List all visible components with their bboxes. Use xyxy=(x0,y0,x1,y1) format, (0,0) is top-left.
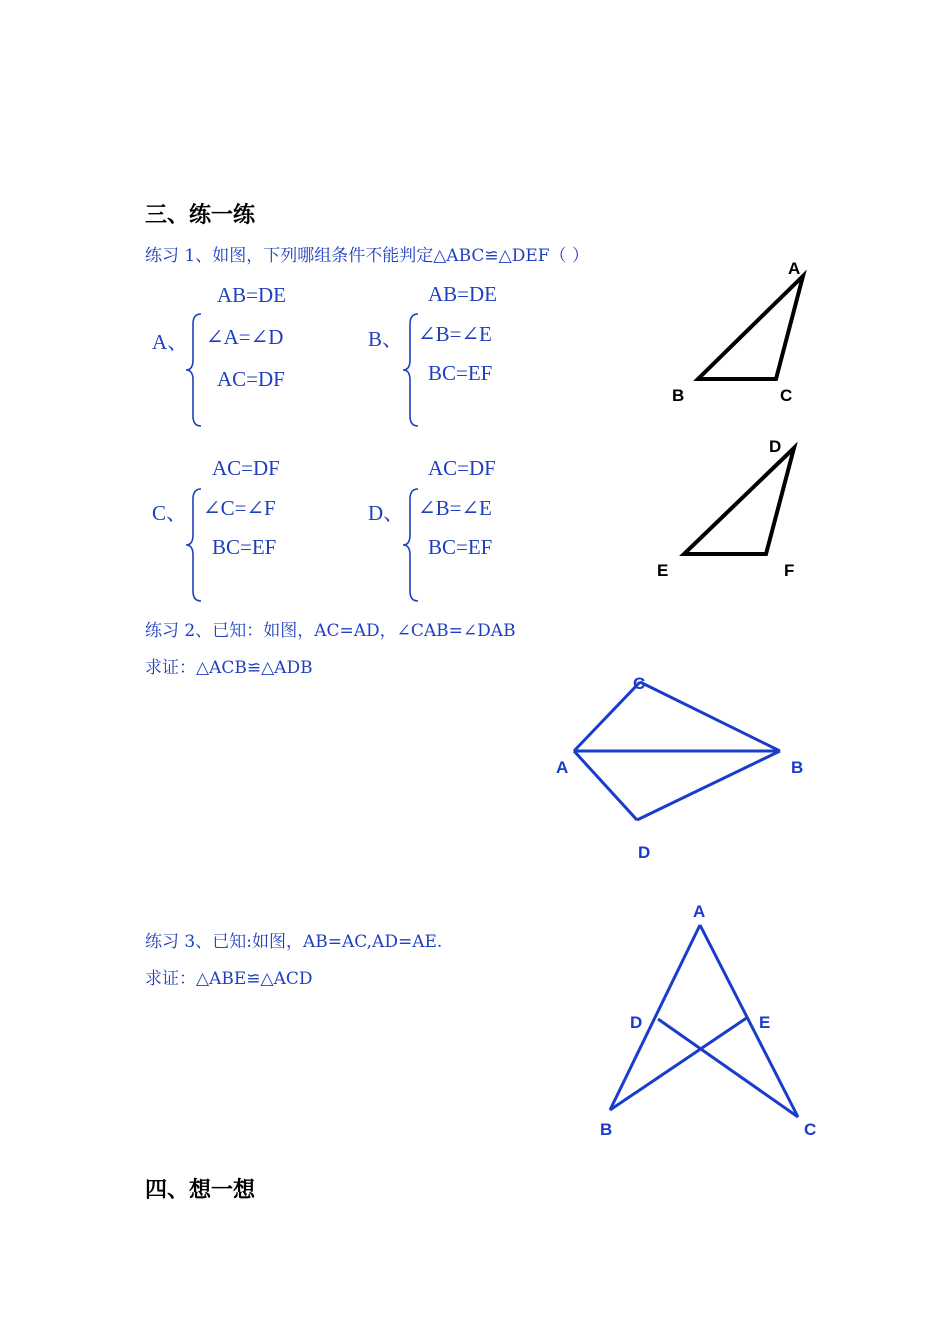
segment-db xyxy=(637,751,780,820)
exercise-2-given: 练习 2、已知：如图，AC=AD，∠CAB=∠DAB xyxy=(145,621,516,641)
segment-ab xyxy=(610,925,700,1110)
label-b: B xyxy=(791,758,804,777)
label-d: D xyxy=(769,437,782,456)
label-e: E xyxy=(657,561,669,580)
label-a: A xyxy=(556,758,569,777)
option-b-cond-2: ∠B=∠E xyxy=(418,322,492,346)
label-d: D xyxy=(638,843,651,862)
label-c: C xyxy=(780,386,793,405)
exercise-2-prove: 求证：△ACB≌△ADB xyxy=(145,658,313,678)
option-a-cond-1: AB=DE xyxy=(217,283,287,307)
option-d-label: D、 xyxy=(368,501,405,525)
label-b: B xyxy=(672,386,685,405)
section-4-heading: 四、想一想 xyxy=(145,1178,256,1203)
triangle-abc-figure xyxy=(650,250,830,420)
label-f: F xyxy=(784,561,795,580)
option-a-cond-2: ∠A=∠D xyxy=(206,325,284,349)
segment-dc xyxy=(658,1019,798,1117)
option-c-label: C、 xyxy=(152,501,188,525)
exercise-2-figure xyxy=(540,665,830,875)
exercise-3-figure xyxy=(590,895,830,1145)
section-3-heading: 三、练一练 xyxy=(145,203,256,228)
label-c: C xyxy=(633,674,646,693)
option-c-brace xyxy=(184,487,204,603)
label-a: A xyxy=(788,259,801,278)
label-b: B xyxy=(600,1120,613,1139)
option-d-cond-1: AC=DF xyxy=(428,456,496,480)
label-e: E xyxy=(759,1013,771,1032)
option-c-cond-1: AC=DF xyxy=(212,456,280,480)
exercise-1-question: 练习 1、如图，下列哪组条件不能判定△ABC≌△DEF（ ） xyxy=(145,246,589,266)
label-d: D xyxy=(630,1013,643,1032)
label-c: C xyxy=(804,1120,817,1139)
triangle-def-figure xyxy=(650,430,830,600)
option-b-cond-3: BC=EF xyxy=(428,361,493,385)
option-d-cond-2: ∠B=∠E xyxy=(418,496,492,520)
triangle-abc xyxy=(698,276,803,379)
option-c-cond-3: BC=EF xyxy=(212,535,277,559)
segment-cb xyxy=(640,682,780,751)
segment-ac xyxy=(574,682,640,751)
exercise-3-prove: 求证：△ABE≌△ACD xyxy=(145,969,313,989)
option-b-cond-1: AB=DE xyxy=(428,282,498,306)
segment-ac xyxy=(700,925,798,1117)
exercise-3-given: 练习 3、已知:如图，AB=AC,AD=AE. xyxy=(145,932,443,952)
triangle-def xyxy=(684,448,794,554)
label-a: A xyxy=(693,902,706,921)
option-c-cond-2: ∠C=∠F xyxy=(203,496,276,520)
option-a-cond-3: AC=DF xyxy=(217,367,285,391)
option-a-label: A、 xyxy=(152,330,189,354)
option-a-brace xyxy=(184,312,204,428)
option-d-cond-3: BC=EF xyxy=(428,535,493,559)
option-b-label: B、 xyxy=(368,327,404,351)
segment-ad xyxy=(574,751,637,820)
